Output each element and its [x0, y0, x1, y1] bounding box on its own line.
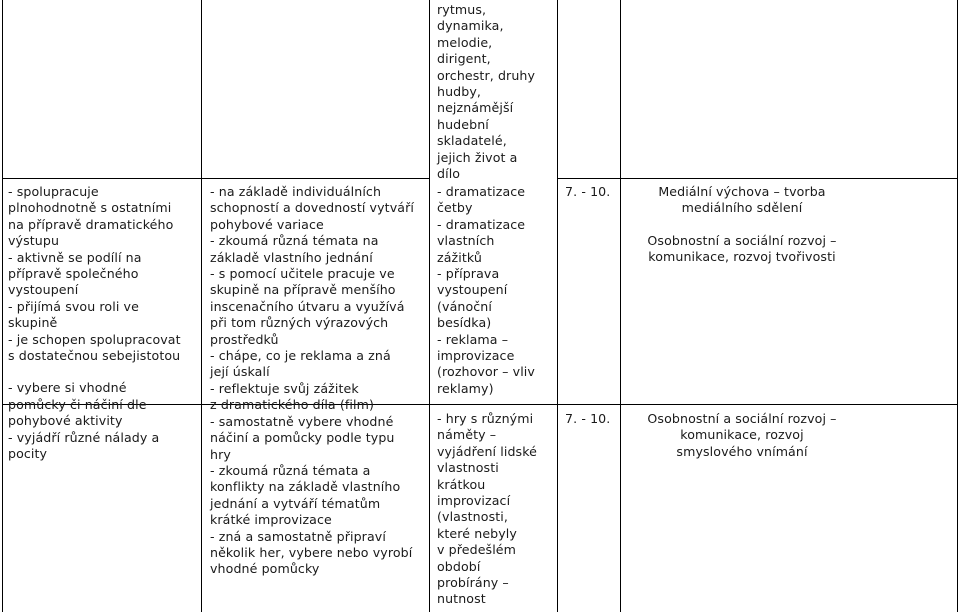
- table-border-right: [957, 0, 958, 612]
- row1-topics-cell-top: [437, 2, 557, 182]
- row2-grade-cell: [565, 411, 620, 427]
- row1-grade-cell: [565, 184, 620, 200]
- row1-topics-cell: [437, 184, 557, 397]
- grade-range: 7. - 10.: [565, 184, 611, 199]
- crosscurricular-topic-b: Osobnostní a sociální rozvoj – komunikace, rozvoj tvořivosti: [647, 232, 837, 265]
- row2-topics-cell: [437, 411, 557, 608]
- column-divider-2: [429, 0, 430, 612]
- topics-continued-text: rytmus, dynamika, melodie, dirigent, orchestr, druhy hudby, nejznámější hudební skladatelé, jejich život a dílo: [437, 2, 536, 182]
- activities-text: - na základě individuálních schopností a dovedností vytváří pohybové variace - zkoumá různá témata na základě vlastního jednání - s pomocí učitele pracuje ve skupině na přípravě menšího inscenačního útvaru a využívá při tom různých výrazových prostředků - chápe, co je reklama a zná její úskalí - reflektuje svůj zážitek z dramatického díla (film) - samostatně vybere vhodné náčiní a pomůcky podle typu hry - zkoumá různá témata a konflikty na základě vlastního jednání a vytváří tématům krátké improvizace - zná a samostatně připraví několik her, vybere nebo vyrobí vhodné pomůcky: [210, 184, 414, 577]
- grade-range: 7. - 10.: [565, 411, 611, 426]
- topics-text: - hry s různými náměty – vyjádření lidské vlastnosti krátkou improvizací (vlastnosti, které nebyly v předešlém období probírány – nutnost: [437, 411, 537, 607]
- spacer: [8, 364, 190, 380]
- spacer: [628, 217, 856, 233]
- row1-outcomes-cell: [8, 184, 190, 463]
- row1-top-border: [2, 178, 430, 179]
- column-divider-1: [201, 0, 202, 612]
- crosscurricular-topic: Osobnostní a sociální rozvoj – komunikace, rozvoj smyslového vnímání: [647, 411, 837, 459]
- row1-crosscurricular-cell: [628, 184, 856, 266]
- table-border-left: [2, 0, 3, 612]
- column-divider-3: [557, 0, 558, 612]
- row1-top-border-right: [557, 178, 958, 179]
- row2-crosscurricular-cell: [628, 411, 856, 460]
- row1-activities-cell: [210, 184, 428, 578]
- column-divider-4: [620, 0, 621, 612]
- outcomes-group-2: - vybere si vhodné pomůcky či náčiní dle pohybové aktivity - vyjádří různé nálady a pocity: [8, 380, 160, 462]
- outcomes-group-1: - spolupracuje plnohodnotně s ostatními na přípravě dramatického výstupu - aktivně se podílí na přípravě společného vystoupení - přijímá svou roli ve skupině - je schopen spolupracovat s dostatečnou sebejistotou: [8, 184, 181, 364]
- crosscurricular-topic-a: Mediální výchova – tvorba mediálního sdělení: [658, 184, 826, 216]
- topics-text: - dramatizace četby - dramatizace vlastních zážitků - příprava vystoupení (vánoční besídka) - reklama – improvizace (rozhovor – vliv reklamy): [437, 184, 535, 396]
